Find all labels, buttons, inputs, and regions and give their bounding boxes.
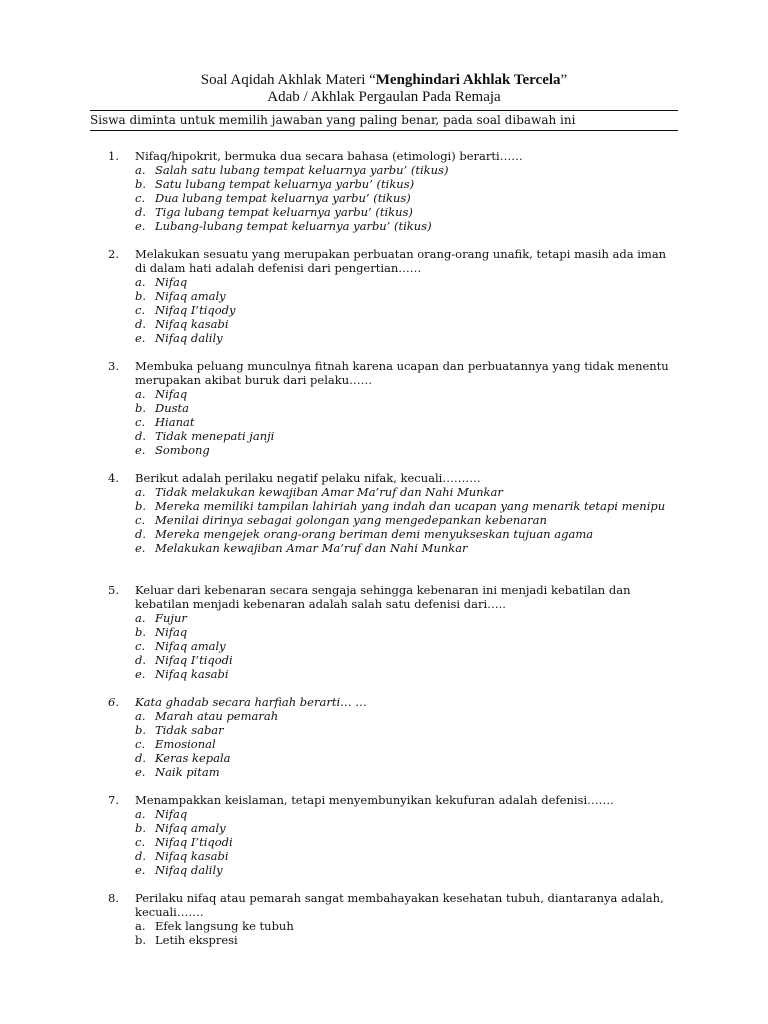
question-text: Kata ghadab secara harfiah berarti… … (135, 695, 367, 709)
question-number: 2. (108, 247, 119, 261)
option-e: e. Sombong (135, 443, 210, 457)
option-d: d. Tiga lubang tempat keluarnya yarbu’ (tikus) (135, 205, 413, 219)
option-a: a. Efek langsung ke tubuh (135, 919, 294, 933)
question-8 (108, 891, 680, 947)
option-d: d. Keras kepala (135, 751, 231, 765)
question-text: Melakukan sesuatu yang merupakan perbuatan orang-orang unafik, tetapi masih ada iman di dalam hati adalah defenisi dari pengertian…… (135, 247, 667, 275)
option-a: a. Tidak melakukan kewajiban Amar Ma’ruf dan Nahi Munkar (135, 485, 503, 499)
question-number: 1. (108, 149, 119, 163)
question-2 (108, 247, 680, 345)
question-1 (108, 149, 680, 233)
option-d: d. Mereka mengejek orang-orang beriman demi menyukseskan tujuan agama (135, 527, 594, 541)
question-number: 3. (108, 359, 119, 373)
question-text: Nifaq/hipokrit, bermuka dua secara bahasa (etimologi) berarti…… (135, 149, 523, 163)
question-5 (108, 583, 680, 681)
option-a: a. Salah satu lubang tempat keluarnya yarbu’ (tikus) (135, 163, 449, 177)
option-b: b. Mereka memiliki tampilan lahiriah yang indah dan ucapan yang menarik tetapi menipu (135, 499, 666, 513)
option-b: b. Nifaq amaly (135, 821, 226, 835)
question-4 (108, 471, 680, 555)
question-text: Membuka peluang munculnya fitnah karena ucapan dan perbuatannya yang tidak menentu merupakan akibat buruk dari pelaku…… (135, 359, 669, 387)
question-text: Berikut adalah perilaku negatif pelaku nifak, kecuali………. (135, 471, 481, 485)
option-b: b. Satu lubang tempat keluarnya yarbu’ (tikus) (135, 177, 415, 191)
option-d: d. Nifaq I’tiqodi (135, 653, 233, 667)
option-d: d. Nifaq kasabi (135, 849, 229, 863)
option-list (135, 807, 680, 877)
option-d: d. Tidak menepati janji (135, 429, 275, 443)
question-text: Menampakkan keislaman, tetapi menyembunyikan kekufuran adalah defenisi……. (135, 793, 614, 807)
question-number: 7. (108, 793, 119, 807)
question-6 (108, 695, 680, 779)
option-a: a. Nifaq (135, 275, 188, 289)
option-list (135, 919, 680, 947)
option-c: c. Nifaq I’tiqodi (135, 835, 233, 849)
option-c: c. Dua lubang tempat keluarnya yarbu’ (tikus) (135, 191, 411, 205)
question-7 (108, 793, 680, 877)
option-c: c. Nifaq amaly (135, 639, 226, 653)
option-b: b. Letih ekspresi (135, 933, 238, 947)
option-b: b. Dusta (135, 401, 190, 415)
option-a: a. Nifaq (135, 387, 188, 401)
question-number: 5. (108, 583, 119, 597)
option-b: b. Tidak sabar (135, 723, 224, 737)
option-b: b. Nifaq amaly (135, 289, 226, 303)
question-text: Perilaku nifaq atau pemarah sangat membahayakan kesehatan tubuh, diantaranya adalah, kecuali……. (135, 891, 664, 919)
option-e: e. Lubang-lubang tempat keluarnya yarbu’ (tikus) (135, 219, 432, 233)
document-subtitle: Adab / Akhlak Pergaulan Pada Remaja (267, 89, 501, 105)
option-d: d. Nifaq kasabi (135, 317, 229, 331)
option-a: a. Nifaq (135, 807, 188, 821)
option-a: a. Marah atau pemarah (135, 709, 279, 723)
option-c: c. Emosional (135, 737, 216, 751)
option-e: e. Naik pitam (135, 765, 220, 779)
document-title (0, 72, 768, 106)
option-e: e. Nifaq kasabi (135, 667, 229, 681)
option-e: e. Nifaq dalily (135, 863, 223, 877)
option-c: c. Hianat (135, 415, 195, 429)
option-b: b. Nifaq (135, 625, 188, 639)
option-c: c. Menilai dirinya sebagai golongan yang mengedepankan kebenaran (135, 513, 547, 527)
option-list (135, 485, 680, 555)
title-topic: Menghindari Akhlak Tercela (375, 72, 561, 88)
option-list (135, 611, 680, 681)
option-c: c. Nifaq I’tiqody (135, 303, 236, 317)
option-e: e. Melakukan kewajiban Amar Ma’ruf dan Nahi Munkar (135, 541, 468, 555)
option-a: a. Fujur (135, 611, 187, 625)
question-text: Keluar dari kebenaran secara sengaja sehingga kebenaran ini menjadi kebatilan dan kebatilan menjadi kebenaran adalah salah satu defenisi dari….. (135, 583, 631, 611)
option-list (135, 275, 680, 345)
question-number: 4. (108, 471, 119, 485)
option-list (135, 387, 680, 457)
question-number: 8. (108, 891, 119, 905)
instruction-bar: Siswa diminta untuk memilih jawaban yang paling benar, pada soal dibawah ini (90, 110, 678, 131)
question-number: 6. (108, 695, 119, 709)
option-list (135, 709, 680, 779)
title-line: Soal Aqidah Akhlak Materi “Menghindari Akhlak Tercela” (200, 72, 568, 88)
question-3 (108, 359, 680, 457)
option-e: e. Nifaq dalily (135, 331, 223, 345)
option-list (135, 163, 680, 233)
